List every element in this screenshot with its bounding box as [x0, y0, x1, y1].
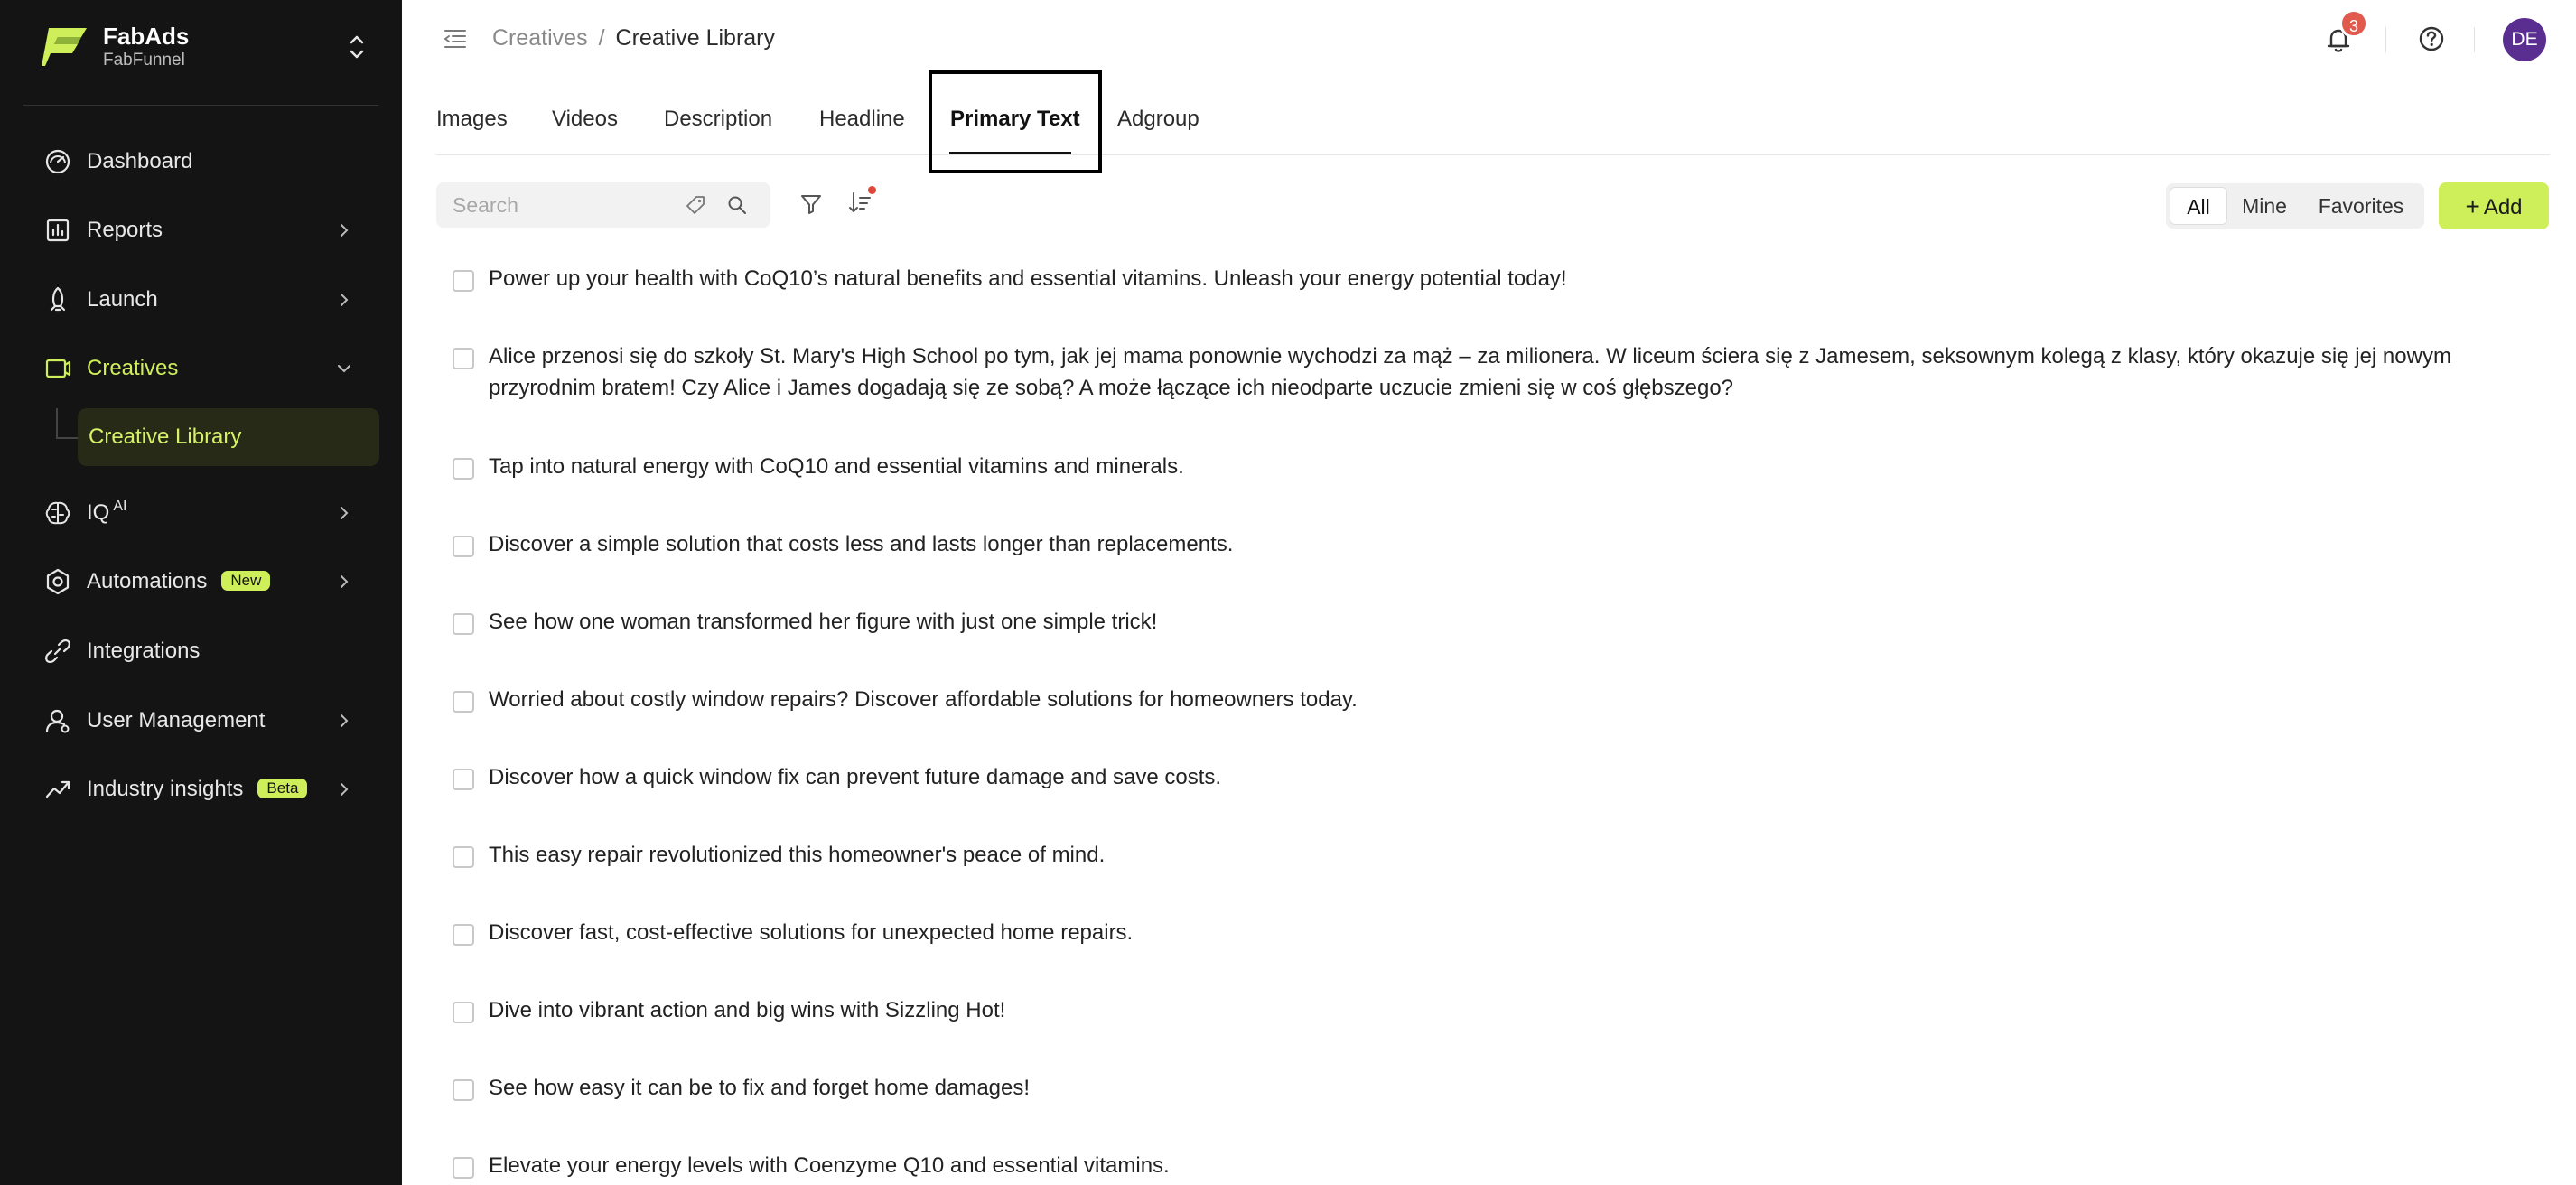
chevron-right-icon [335, 780, 353, 798]
sort-active-dot [868, 186, 876, 194]
tab-description[interactable]: Description [664, 107, 773, 131]
filter-mine-button[interactable]: Mine [2242, 194, 2287, 218]
primary-text: Discover how a quick window fix can prevent future damage and save costs. [489, 765, 1222, 789]
brand[interactable] [42, 18, 367, 76]
sidebar-divider [23, 105, 378, 106]
row-checkbox[interactable] [453, 458, 474, 480]
sidebar-item-label-wrap [87, 569, 270, 594]
sidebar-item-iq[interactable] [0, 484, 402, 542]
collapse-sidebar-icon[interactable] [442, 25, 469, 52]
sidebar-item-label: Dashboard [87, 149, 193, 173]
divider [2385, 27, 2386, 52]
primary-text: Tap into natural energy with CoQ10 and essential vitamins and minerals. [489, 454, 1184, 479]
sidebar-item-launch[interactable] [0, 271, 402, 329]
chevron-down-icon [335, 359, 353, 378]
row-checkbox[interactable] [453, 846, 474, 868]
sidebar-item-label-wrap [87, 777, 307, 802]
tab-images[interactable]: Images [436, 107, 508, 131]
row-checkbox[interactable] [453, 1157, 474, 1179]
tag-icon[interactable] [685, 194, 706, 216]
row-checkbox[interactable] [453, 924, 474, 946]
divider [2474, 27, 2475, 52]
creative-type-tabs [436, 70, 2550, 155]
row-checkbox[interactable] [453, 348, 474, 369]
row-checkbox[interactable] [453, 1002, 474, 1023]
row-checkbox[interactable] [453, 769, 474, 790]
tab-adgroup[interactable]: Adgroup [1117, 107, 1199, 131]
tab-headline[interactable]: Headline [819, 107, 905, 131]
sidebar-item-label: Creatives [87, 356, 179, 380]
breadcrumb-parent[interactable]: Creatives [492, 25, 588, 51]
row-checkbox[interactable] [453, 691, 474, 713]
tab-videos[interactable]: Videos [552, 107, 618, 131]
search-icon[interactable] [726, 194, 748, 216]
search-input[interactable] [453, 182, 669, 228]
sidebar-item-creatives[interactable] [0, 340, 402, 397]
primary-text: See how one woman transformed her figure with just one simple trick! [489, 610, 1158, 634]
brand-org: FabFunnel [103, 51, 185, 70]
sidebar [0, 0, 402, 1185]
primary-text: Worried about costly window repairs? Discover affordable solutions for homeowners today. [489, 687, 1358, 712]
sidebar-subitem-creative-library[interactable] [78, 408, 379, 466]
chevron-right-icon [335, 504, 353, 522]
chevron-right-icon [335, 291, 353, 309]
sidebar-item-label: Reports [87, 218, 163, 242]
sidebar-item-label: Launch [87, 287, 158, 312]
add-button-label: Add [2483, 195, 2523, 219]
beta-badge: Beta [257, 779, 307, 798]
sidebar-item-label: Industry insights [87, 777, 244, 801]
filter-icon[interactable] [799, 192, 823, 216]
chevron-right-icon [335, 221, 353, 239]
brand-name: FabAds [103, 23, 190, 50]
primary-text: Discover fast, cost-effective solutions for unexpected home repairs. [489, 920, 1134, 945]
trend-icon [43, 775, 72, 804]
topbar [402, 0, 2576, 78]
tree-connector [56, 408, 78, 439]
avatar[interactable]: DE [2503, 18, 2546, 61]
sidebar-item-integrations[interactable] [0, 622, 402, 680]
focus-highlight [929, 70, 1102, 173]
plus-icon: + [2465, 192, 2480, 220]
sidebar-item-label: Integrations [87, 639, 201, 663]
fabads-logo-icon [42, 24, 90, 70]
switcher-chevrons-icon[interactable] [347, 31, 367, 63]
sidebar-item-user-management[interactable] [0, 692, 402, 750]
sidebar-item-reports[interactable] [0, 201, 402, 259]
help-icon[interactable] [2416, 23, 2447, 54]
tab-primary-text[interactable]: Primary Text [950, 107, 1080, 131]
sidebar-item-dashboard[interactable] [0, 133, 402, 191]
search-box [436, 182, 770, 228]
user-icon [43, 706, 72, 735]
sidebar-subitem-label: Creative Library [89, 425, 242, 449]
ai-superscript: AI [113, 499, 127, 514]
ownership-filter [2166, 183, 2424, 229]
chevron-right-icon [335, 573, 353, 591]
breadcrumb-current: Creative Library [615, 25, 775, 51]
breadcrumb [492, 25, 775, 51]
row-checkbox[interactable] [453, 270, 474, 292]
creatives-icon [43, 354, 72, 383]
sidebar-item-label: User Management [87, 708, 266, 732]
sidebar-item-label: Automations [87, 569, 208, 593]
link-icon [43, 637, 72, 666]
row-checkbox[interactable] [453, 1079, 474, 1101]
notification-count-badge: 3 [2339, 9, 2368, 38]
row-checkbox[interactable] [453, 536, 474, 557]
primary-text: See how easy it can be to fix and forget home damages! [489, 1076, 1031, 1100]
chart-icon [43, 216, 72, 245]
primary-text: Dive into vibrant action and big wins with Sizzling Hot! [489, 998, 1006, 1022]
sidebar-item-industry-insights[interactable] [0, 760, 402, 818]
primary-text: Elevate your energy levels with Coenzyme Q10 and essential vitamins. [489, 1153, 1170, 1178]
filter-favorites-button[interactable]: Favorites [2318, 194, 2404, 218]
row-checkbox[interactable] [453, 613, 474, 635]
brain-icon [43, 499, 72, 527]
chevron-right-icon [335, 712, 353, 730]
primary-text: Power up your health with CoQ10’s natural benefits and essential vitamins. Unleash your energy potential today! [489, 266, 1567, 291]
primary-text: Discover a simple solution that costs less and lasts longer than replacements. [489, 532, 1234, 556]
automation-icon [43, 567, 72, 596]
sidebar-item-label-wrap [87, 500, 126, 526]
add-button[interactable] [2439, 182, 2549, 229]
rocket-icon [43, 285, 72, 314]
breadcrumb-separator: / [598, 25, 605, 51]
sidebar-item-automations[interactable] [0, 553, 402, 611]
new-badge: New [221, 571, 270, 591]
gauge-icon [43, 147, 72, 176]
filter-all-button[interactable]: All [2170, 187, 2227, 225]
primary-text: This easy repair revolutionized this homeowner's peace of mind. [489, 843, 1106, 867]
sidebar-item-label: IQ [87, 500, 110, 525]
primary-text: Alice przenosi się do szkoły St. Mary's High School po tym, jak jej mama ponownie wychodzi za mąż – za milionera. W liceum ściera się z Jamesem, seksownym kolegą z klasy, który okazuje się jej nowym przyrodnim bratem! Czy Alice i James dogadają się ze sobą? A może łączące ich nieodparte uczucie zmieni się w coś głębszego? [489, 344, 2451, 400]
